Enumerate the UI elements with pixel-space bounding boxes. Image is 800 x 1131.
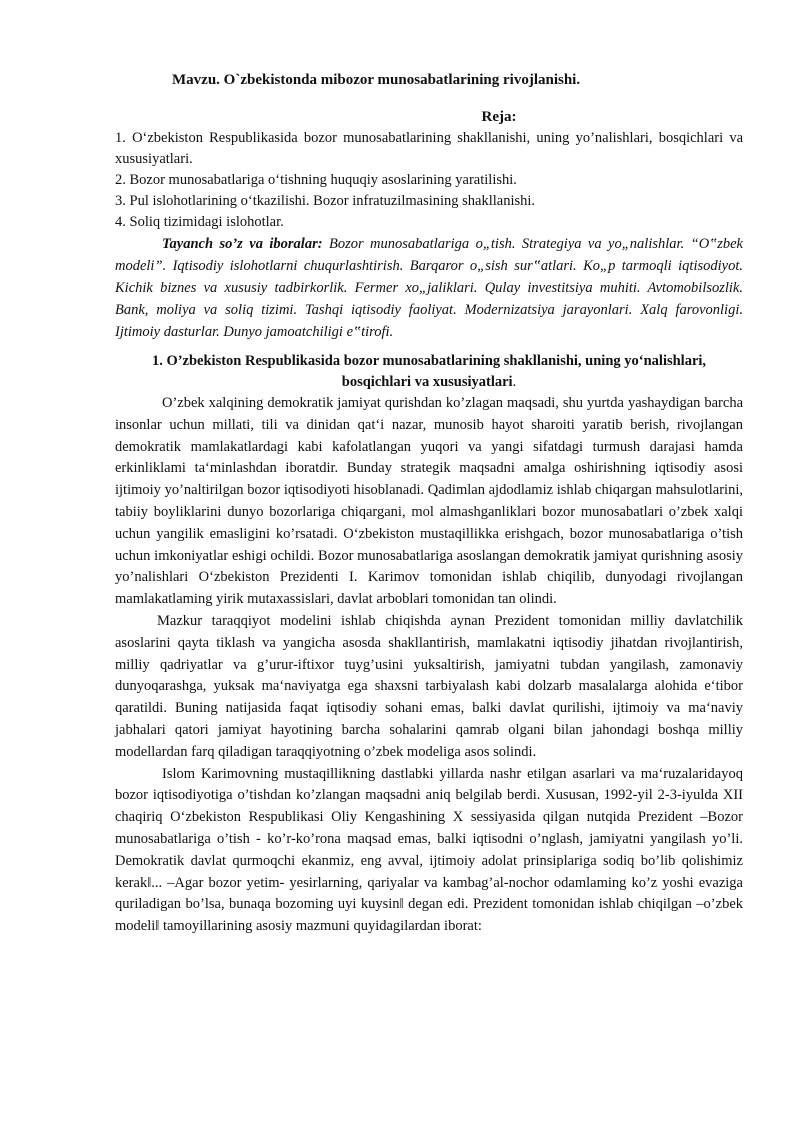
plan-item: 1. O‘zbekiston Respublikasida bozor munosabatlarining shakllanishi, uning yo’nalishlari, bosqichlari va xususiyatlari. [115, 130, 743, 167]
section-title [115, 351, 743, 393]
plan-item: 4. Soliq tizimidagi islohotlar. [115, 214, 284, 230]
keywords-label: Tayanch so’z va iboralar: [162, 236, 323, 252]
body-paragraph: O’zbek xalqining demokratik jamiyat qurishdan ko’zlagan maqsadi, shu yurtda yashaydigan barcha insonlar uchun millati, tili va dinidan qat‘i nazar, munosib hayot sharoiti yaratib berish, rivojlangan demokratik mamlakatlardagi kabi kafolatlangan yuqori va yangi sifatdagi turmush darajasi hamda erkinliklami ta‘minlashdan iboratdir. Bunday strategik maqsadni amalga oshirishning iqtisodiy asosi ijtimoiy yo’naltirilgan bozor iqtisodiyoti hisoblanadi. Qadimlan ajdodlamiz ishlab chiqargan mahsulotlarini, tabiiy boyliklarini dunyo bozorlariga chiqargani, mol almashganliklari bozor munosabatlari o’zbek xalqi uchun yangilik emasligini ko’rsatadi. O‘zbekiston mustaqillikka erishgach, bozor munosabatlariga o’tish uchun imkoniyatlar eshigi ochildi. Bozor munosabatlariga asoslangan demokratik jamiyat qurishning asosiy yo’nalishlari O‘zbekiston Prezidenti I. Karimov tomonidan ishlab chiqilib, dunyodagi rivojlangan mamlakatlaming yirik mutaxassislari, davlat arboblari tomonidan tan olindi. [115, 395, 743, 608]
body-paragraph: Islom Karimovning mustaqillikning dastlabki yillarda nashr etilgan asarlari va ma‘ruzalaridayoq bozor iqtisodiyotiga o’tishdan ko’zlangan maqsadni aniq belgilab berdi. Xususan, 1992-yil 2-3-iyulda XII chaqiriq O‘zbekiston Respublikasi Oliy Kengashining X sessiyasida qilgan nutqida Prezident –Bozor munosabatlariga o’tish - ko’r-ko’rona maqsad emas, balki iqtisodni o’nglash, jamiyatni yangilash yo’li. Demokratik davlat qurmoqchi ekanmiz, eng avval, ijtimoiy adolat prinsiplariga sodiq bo’lib qolishimiz kerak‖... –Agar bozor yetim- yesirlarning, qariyalar va kambag’al-nochor odamlaming ko’z yoshi evaziga quriladigan bo’lsa, bunaqa bozoming uyi kuysin‖ degan edi. Prezident tomonidan ishlab chiqilgan –o’zbek modeli‖ tamoyillarining asosiy mazmuni quyidagilardan iborat: [115, 765, 743, 935]
section-title-period: . [512, 374, 517, 390]
plan-item: 3. Pul islohotlarining o‘tkazilishi. Bozor infratuzilmasining shakllanishi. [115, 193, 536, 209]
section-title-line: 1. O’zbekiston Respublikasida bozor munosabatlarining shakllanishi, uning yo‘nalishlari, [151, 353, 707, 369]
plan-item: 2. Bozor munosabatlariga o‘tishning huquqiy asoslarining yaratilishi. [115, 172, 517, 188]
keywords-text: Bozor munosabatlariga o„tish. Strategiya va yo„nalishlar. “O‟zbek modeli”. Iqtisodiy islohotlarni chuqurlashtirish. Barqaror o„sish sur‟atlari. Ko„p tarmoqli iqtisodiyot. Kichik biznes va xususiy tadbirkorlik. Fermer xo„jaliklari. Qulay investitsiya muhiti. Avtomobilsozlik. Bank, moliya va soliq tizimi. Tashqi iqtisodiy faoliyat. Modernizatsiya jarayonlari. Xalq farovonligi. Ijtimoiy dasturlar. Dunyo jamoatchiligi e‟tirofi. [115, 236, 743, 340]
plan-heading: Reja: [481, 109, 517, 125]
document-title: Mavzu. O`zbekistonda mibozor munosabatlarining rivojlanishi. [172, 72, 581, 88]
keywords-paragraph [115, 233, 743, 343]
body-paragraph: Mazkur taraqqiyot modelini ishlab chiqishda aynan Prezident tomonidan milliy davlatchilik asoslarini qayta tiklash va yangicha asosda shakllantirish, mamlakatni iqtisodiy jihatdan rivojlantirish, milliy qadriyatlar va g’urur-iftixor tuyg’usini yuksaltirish, jamiyatni tubdan yangilash, zamonaviy dunyoqarashga, yuksak ma‘naviyatga ega shaxsni tarbiyalash kabi dolzarb masalalarga alohida e‘tibor qaratildi. Buning natijasida faqat iqtisodiy sohani emas, balki davlat qurilishi, ijtimoiy va ma‘naviy jabhalari qatori jamiyat hayotining barcha sohalarini qamrab olgani bilan jahondagi boshqa milliy modellardan farq qiladigan taraqqiyotning o’zbek modeliga asos solindi. [115, 612, 743, 760]
section-title-line: bosqichlari va xususiyatlari [341, 374, 513, 390]
plan-list [115, 128, 743, 233]
